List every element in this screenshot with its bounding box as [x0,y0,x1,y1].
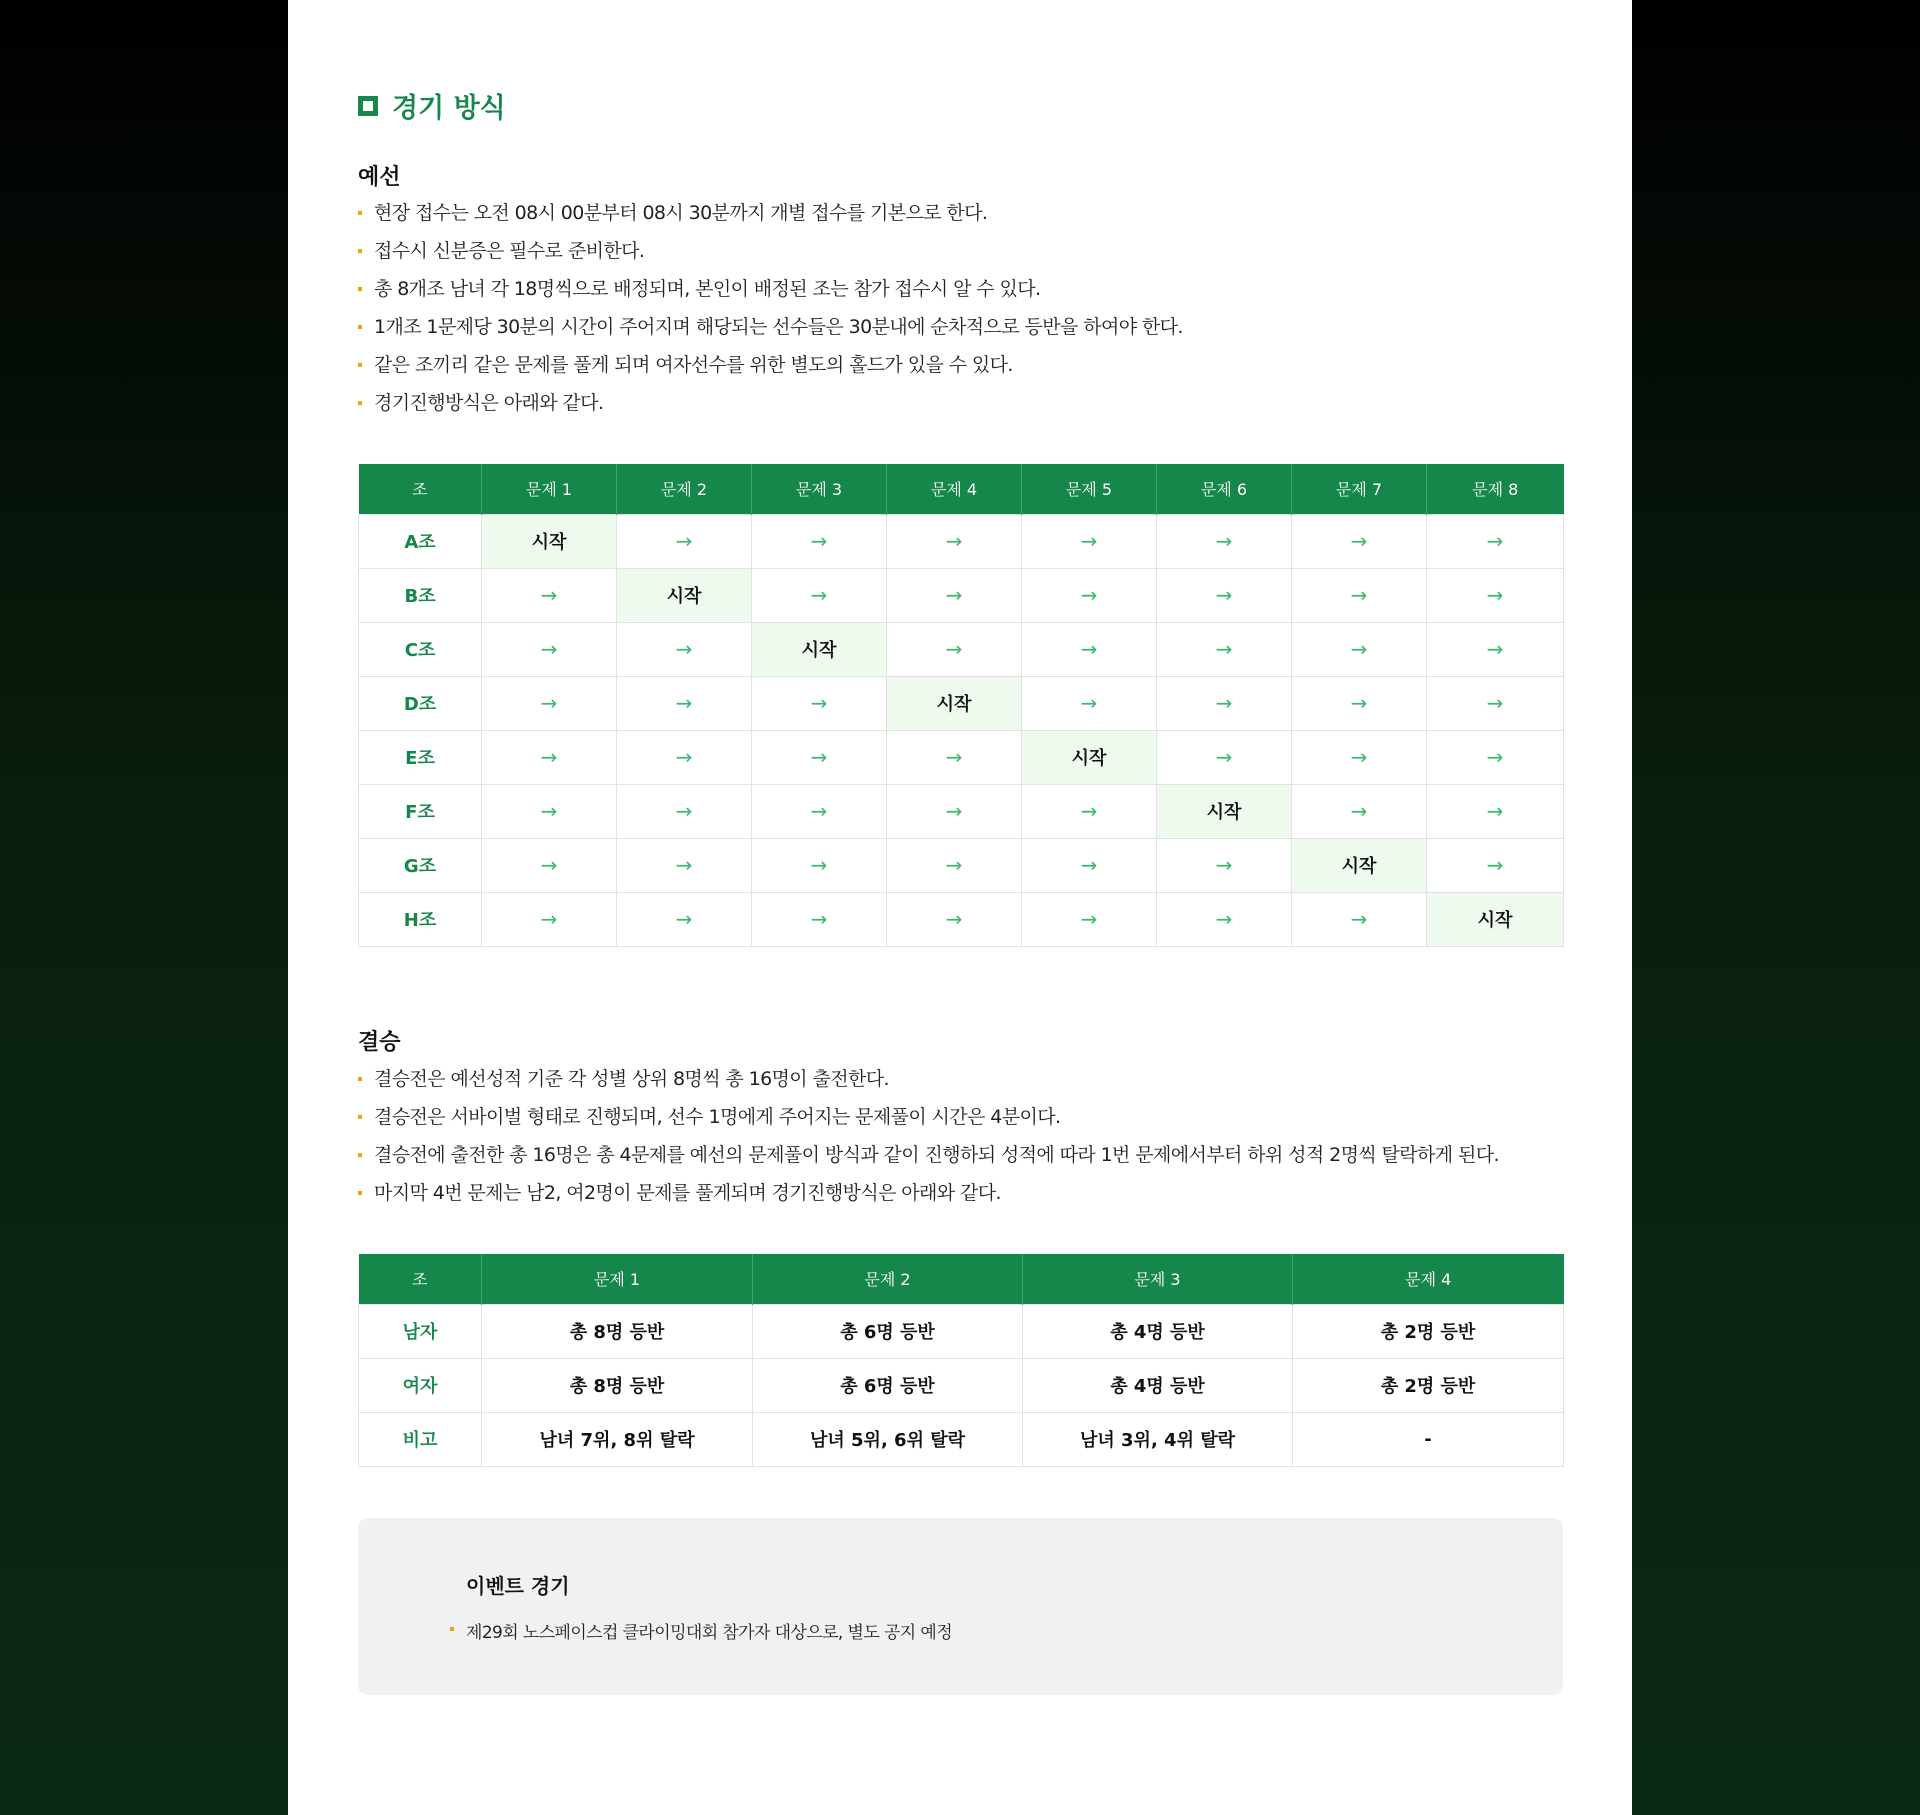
arrow-right-icon: → [1427,568,1564,622]
arrow-right-icon: → [482,622,617,676]
prelim-header-cell: 문제 4 [887,464,1022,514]
prelim-bullet-text: 같은 조끼리 같은 문제를 풀게 되며 여자선수를 위한 별도의 홀드가 있을 수 있다. [374,354,1013,376]
group-label: F조 [359,784,482,838]
arrow-right-icon: → [617,676,752,730]
prelim-schedule-table [358,464,1564,947]
final-header-cell: 문제 1 [482,1254,753,1304]
arrow-right-icon: → [1022,514,1157,568]
final-bullet-text: 결승전에 출전한 총 16명은 총 4문제를 예선의 문제풀이 방식과 같이 진행하되 성적에 따라 1번 문제에서부터 하위 성적 2명씩 탈락하게 된다. [374,1144,1499,1166]
start-cell: 시작 [887,676,1022,730]
event-box [358,1518,1563,1695]
arrow-right-icon: → [1157,622,1292,676]
group-label: E조 [359,730,482,784]
section-title-text: 경기 방식 [392,93,506,124]
table-cell: 총 6명 등반 [753,1304,1023,1358]
arrow-right-icon: → [887,892,1022,946]
arrow-right-icon: → [1292,514,1427,568]
arrow-right-icon: → [752,730,887,784]
table-cell: 총 8명 등반 [482,1304,753,1358]
arrow-right-icon: → [617,514,752,568]
arrow-right-icon: → [1427,784,1564,838]
arrow-right-icon: → [1157,838,1292,892]
final-title: 결승 [358,1030,401,1055]
arrow-right-icon: → [1157,514,1292,568]
prelim-bullet-text: 총 8개조 남녀 각 18명씩으로 배정되며, 본인이 배정된 조는 참가 접수시 알 수 있다. [374,278,1041,300]
start-cell: 시작 [752,622,887,676]
final-bullet-list [358,1060,1499,1212]
bullet-icon [358,1077,362,1081]
table-cell: - [1293,1412,1564,1466]
table-cell: 총 2명 등반 [1293,1358,1564,1412]
arrow-right-icon: → [752,892,887,946]
start-cell: 시작 [1157,784,1292,838]
row-label: 남자 [359,1304,482,1358]
arrow-right-icon: → [752,784,887,838]
table-row [359,730,1564,784]
prelim-title: 예선 [358,165,401,190]
start-cell: 시작 [482,514,617,568]
arrow-right-icon: → [1292,676,1427,730]
prelim-bullet-text: 접수시 신분증은 필수로 준비한다. [374,240,645,262]
bullet-icon [358,363,362,367]
prelim-bullet-item [358,384,1183,422]
bullet-icon [358,211,362,215]
arrow-right-icon: → [1022,568,1157,622]
table-cell: 총 2명 등반 [1293,1304,1564,1358]
arrow-right-icon: → [887,622,1022,676]
prelim-bullet-text: 경기진행방식은 아래와 같다. [374,392,604,414]
bullet-icon [358,325,362,329]
prelim-bullet-item [358,346,1183,384]
arrow-right-icon: → [617,784,752,838]
final-bullet-item [358,1060,1499,1098]
arrow-right-icon: → [1157,730,1292,784]
table-row [359,622,1564,676]
table-row [359,1358,1564,1412]
arrow-right-icon: → [887,784,1022,838]
table-row [359,1412,1564,1466]
arrow-right-icon: → [617,730,752,784]
table-cell: 남녀 7위, 8위 탈락 [482,1412,753,1466]
final-bullet-item [358,1174,1499,1212]
bullet-icon [358,249,362,253]
prelim-header-cell: 문제 7 [1292,464,1427,514]
bullet-icon [358,1153,362,1157]
table-row [359,676,1564,730]
table-cell: 남녀 3위, 4위 탈락 [1023,1412,1293,1466]
table-cell: 총 6명 등반 [753,1358,1023,1412]
final-schedule-table [358,1254,1564,1467]
arrow-right-icon: → [887,730,1022,784]
table-row [359,838,1564,892]
arrow-right-icon: → [1022,676,1157,730]
arrow-right-icon: → [1427,730,1564,784]
arrow-right-icon: → [482,892,617,946]
square-outline-icon [358,96,378,116]
arrow-right-icon: → [752,838,887,892]
arrow-right-icon: → [1022,892,1157,946]
bullet-icon [358,1191,362,1195]
prelim-header-cell: 문제 5 [1022,464,1157,514]
table-cell: 총 4명 등반 [1023,1304,1293,1358]
arrow-right-icon: → [1292,568,1427,622]
arrow-right-icon: → [887,568,1022,622]
arrow-right-icon: → [887,838,1022,892]
start-cell: 시작 [1292,838,1427,892]
arrow-right-icon: → [1022,622,1157,676]
bullet-icon [358,1115,362,1119]
table-row [359,514,1564,568]
arrow-right-icon: → [617,622,752,676]
prelim-header-cell: 문제 3 [752,464,887,514]
final-bullet-text: 결승전은 서바이벌 형태로 진행되며, 선수 1명에게 주어지는 문제풀이 시간은 4분이다. [374,1106,1061,1128]
arrow-right-icon: → [617,892,752,946]
prelim-bullet-item [358,308,1183,346]
start-cell: 시작 [1427,892,1564,946]
final-bullet-item [358,1136,1499,1174]
arrow-right-icon: → [752,568,887,622]
event-item [450,1618,952,1643]
group-label: B조 [359,568,482,622]
event-item-text: 제29회 노스페이스컵 클라이밍대회 참가자 대상으로, 별도 공지 예정 [466,1623,953,1643]
table-cell: 총 4명 등반 [1023,1358,1293,1412]
arrow-right-icon: → [1022,784,1157,838]
group-label: D조 [359,676,482,730]
arrow-right-icon: → [887,514,1022,568]
arrow-right-icon: → [617,838,752,892]
group-label: C조 [359,622,482,676]
prelim-bullet-text: 현장 접수는 오전 08시 00분부터 08시 30분까지 개별 접수를 기본으로 한다. [374,202,988,224]
final-header-cell: 문제 2 [753,1254,1023,1304]
bullet-icon [358,287,362,291]
table-cell: 남녀 5위, 6위 탈락 [753,1412,1023,1466]
final-header-cell: 조 [359,1254,482,1304]
arrow-right-icon: → [1292,730,1427,784]
table-row [359,568,1564,622]
table-row [359,784,1564,838]
prelim-header-cell: 문제 2 [617,464,752,514]
arrow-right-icon: → [482,784,617,838]
prelim-bullet-item [358,270,1183,308]
table-cell: 총 8명 등반 [482,1358,753,1412]
arrow-right-icon: → [482,730,617,784]
arrow-right-icon: → [1292,784,1427,838]
arrow-right-icon: → [1292,622,1427,676]
group-label: G조 [359,838,482,892]
prelim-header-cell: 문제 8 [1427,464,1564,514]
prelim-header-cell: 조 [359,464,482,514]
event-title: 이벤트 경기 [466,1574,570,1598]
page [288,0,1632,1815]
row-label: 비고 [359,1412,482,1466]
arrow-right-icon: → [1427,514,1564,568]
row-label: 여자 [359,1358,482,1412]
prelim-bullet-list [358,194,1183,422]
final-bullet-item [358,1098,1499,1136]
arrow-right-icon: → [1157,676,1292,730]
final-header-cell: 문제 3 [1023,1254,1293,1304]
start-cell: 시작 [617,568,752,622]
prelim-header-cell: 문제 6 [1157,464,1292,514]
table-row [359,892,1564,946]
section-title [358,86,506,125]
arrow-right-icon: → [1292,892,1427,946]
arrow-right-icon: → [482,676,617,730]
final-header-cell: 문제 4 [1293,1254,1564,1304]
final-bullet-text: 결승전은 예선성적 기준 각 성별 상위 8명씩 총 16명이 출전한다. [374,1068,889,1090]
arrow-right-icon: → [482,568,617,622]
group-label: A조 [359,514,482,568]
bullet-icon [358,401,362,405]
prelim-bullet-item [358,194,1183,232]
arrow-right-icon: → [752,676,887,730]
arrow-right-icon: → [1427,676,1564,730]
prelim-header-cell: 문제 1 [482,464,617,514]
arrow-right-icon: → [752,514,887,568]
final-bullet-text: 마지막 4번 문제는 남2, 여2명이 문제를 풀게되며 경기진행방식은 아래와 같다. [374,1182,1001,1204]
prelim-bullet-item [358,232,1183,270]
arrow-right-icon: → [1157,568,1292,622]
arrow-right-icon: → [482,838,617,892]
group-label: H조 [359,892,482,946]
start-cell: 시작 [1022,730,1157,784]
arrow-right-icon: → [1427,838,1564,892]
arrow-right-icon: → [1157,892,1292,946]
arrow-right-icon: → [1427,622,1564,676]
prelim-bullet-text: 1개조 1문제당 30분의 시간이 주어지며 해당되는 선수들은 30분내에 순차적으로 등반을 하여야 한다. [374,316,1183,338]
arrow-right-icon: → [1022,838,1157,892]
bullet-icon [450,1627,454,1631]
table-row [359,1304,1564,1358]
